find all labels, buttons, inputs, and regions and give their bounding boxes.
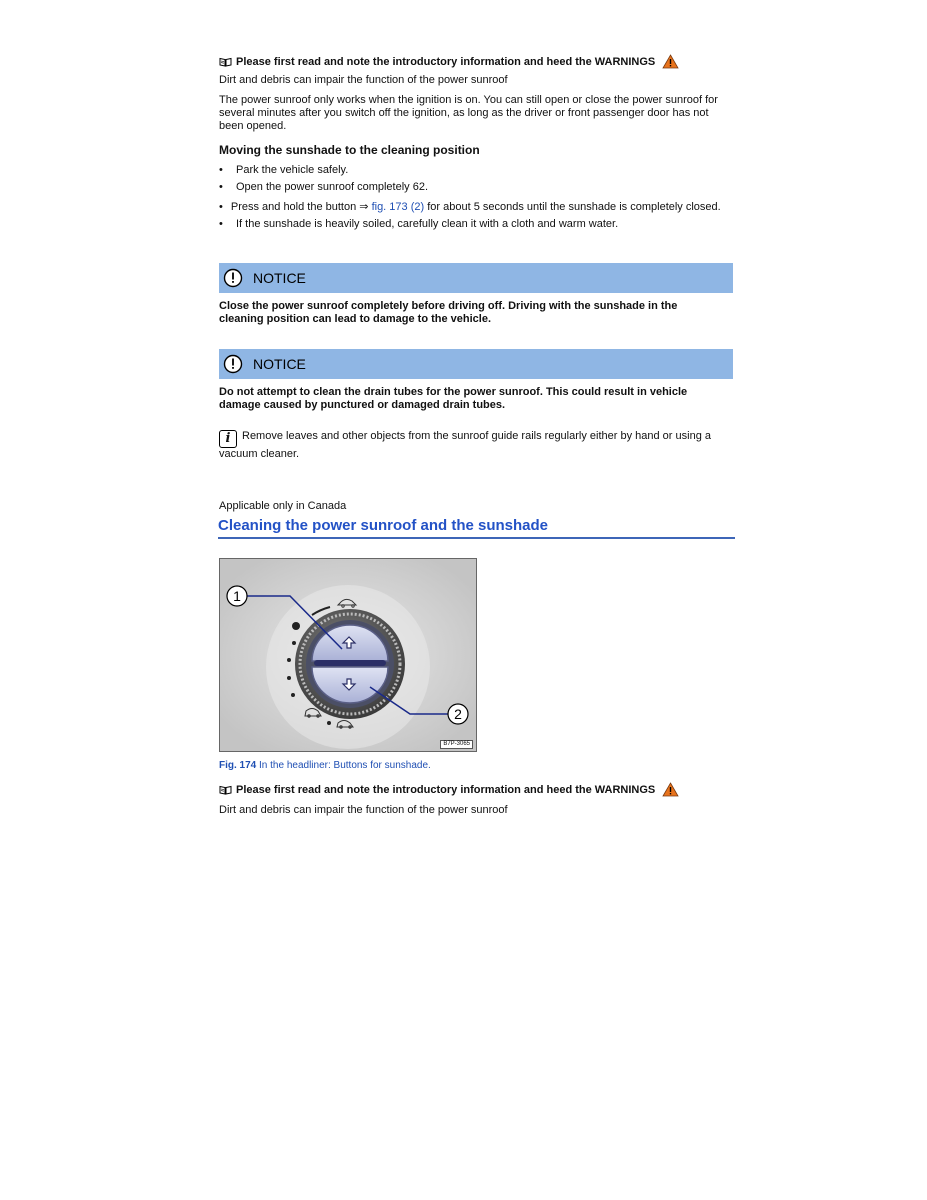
list-item-text: Park the vehicle safely. <box>236 164 349 176</box>
exclamation-circle-icon <box>223 268 243 288</box>
info-note <box>219 430 733 461</box>
step-list <box>219 164 733 231</box>
figure-caption-label: Fig. 174 <box>219 760 257 771</box>
warning-triangle-icon[interactable] <box>662 782 679 797</box>
book-icon <box>219 57 232 67</box>
exclamation-circle-icon <box>223 354 243 374</box>
list-item-text: Press and hold the button ⇒ <box>230 201 372 213</box>
list-item-text: If the sunshade is heavily soiled, carefully clean it with a cloth and warm water. <box>236 218 619 230</box>
bullet-dot: • <box>219 164 223 176</box>
section-title: Cleaning the power sunroof and the sunshade <box>218 517 735 539</box>
intro-text: Please first read and note the introductory information and heed the WARNINGS <box>236 783 656 796</box>
list-item-text: for about 5 seconds until the sunshade is completely closed. <box>424 201 721 213</box>
moving-heading: Moving the sunshade to the cleaning position <box>219 143 480 157</box>
intro-text: Please first read and note the introductory information and heed the WARNINGS <box>236 55 656 68</box>
figure-caption <box>219 760 431 771</box>
notice-body: Close the power sunroof completely before driving off. Driving with the sunshade in the cleaning position can lead to damage to the vehicle. <box>219 300 678 325</box>
bullet-dot: • <box>219 218 223 230</box>
applicability-note: Applicable only in Canada <box>219 500 347 512</box>
callout-1: 1 <box>233 588 241 604</box>
book-icon <box>219 785 232 795</box>
list-item <box>219 218 733 231</box>
list-item <box>219 201 733 214</box>
figure-code: B7P-3065 <box>440 740 473 749</box>
intro-warning-line <box>219 782 679 797</box>
list-item-text: Open the power sunroof completely 62. <box>236 181 429 193</box>
notice-title: NOTICE <box>253 270 306 286</box>
list-item <box>219 164 733 177</box>
intro-warning-line <box>219 54 679 69</box>
figure-link[interactable]: fig. 173 (2) <box>371 201 425 213</box>
sunshade-dial-illustration <box>220 559 476 751</box>
figure-sunshade-buttons <box>219 558 477 752</box>
info-icon: i <box>219 430 237 448</box>
bullet-dot: • <box>219 201 223 213</box>
bullet-dot: • <box>219 181 223 193</box>
notice-body: Do not attempt to clean the drain tubes for the power sunroof. This could result in vehicle damage caused by punctured or damaged drain tubes. <box>219 386 688 411</box>
list-item <box>219 181 733 194</box>
dirt-note: Dirt and debris can impair the function of the power sunroof <box>219 74 508 86</box>
notice-banner <box>219 349 733 379</box>
notice-title: NOTICE <box>253 356 306 372</box>
figure-caption-text: In the headliner: Buttons for sunshade. <box>256 760 431 771</box>
callout-2: 2 <box>454 706 462 722</box>
notice-banner <box>219 263 733 293</box>
ignition-paragraph: The power sunroof only works when the ignition is on. You can still open or close the power sunroof for several minutes after you switch off the ignition, as long as the driver or front passenger door has not been opened. <box>219 94 718 132</box>
warning-triangle-icon[interactable] <box>662 54 679 69</box>
dirt-note: Dirt and debris can impair the function of the power sunroof <box>219 804 508 816</box>
info-note-text: Remove leaves and other objects from the sunroof guide rails regularly either by hand or using a vacuum cleaner. <box>219 430 711 460</box>
